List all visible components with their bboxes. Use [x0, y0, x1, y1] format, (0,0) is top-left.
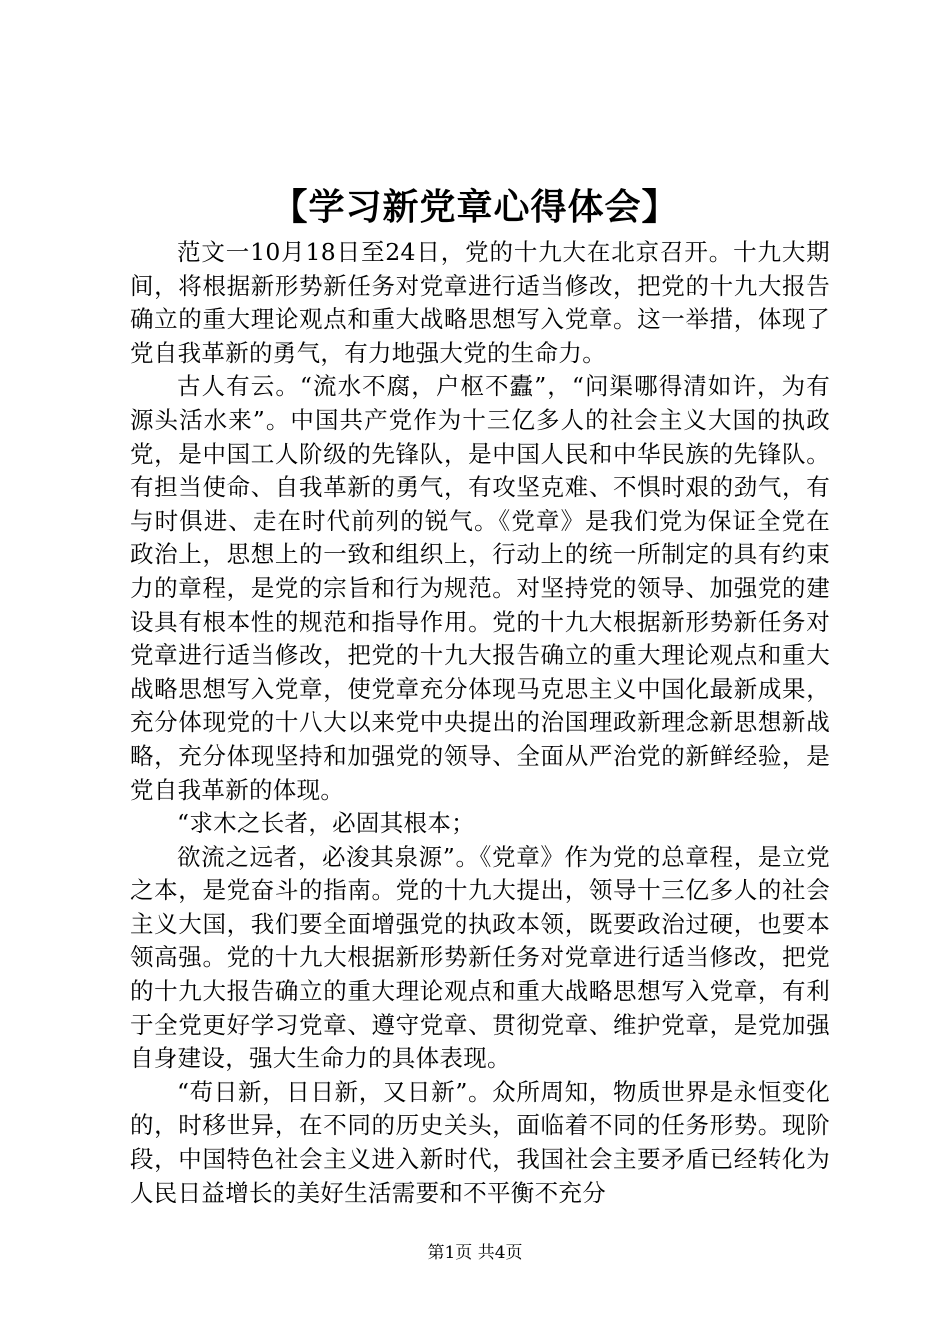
document-title: 【学习新党章心得体会】 — [271, 186, 679, 228]
paragraph-2: 古人有云。“流水不腐，户枢不蠹”，“问渠哪得清如许，为有源头活水来”。中国共产党作为十三亿多人的社会主义大国的执政党，是中国工人阶级的先锋队，是中国人民和中华民族的先锋队。有担当使命、自我革新的勇气，有攻坚克难、不惧时艰的劲气，有与时俱进、走在时代前列的锐气。《党章》是我们党为保证全党在政治上，思想上的一致和组织上，行动上的统一所制定的具有约束力的章程，是党的宗旨和行为规范。对坚持党的领导、加强党的建设具有根本性的规范和指导作用。党的十九大根据新形势新任务对党章进行适当修改，把党的十九大报告确立的重大理论观点和重大战略思想写入党章，使党章充分体现马克思主义中国化最新成果，充分体现党的十八大以来党中央提出的治国理政新理念新思想新战略，充分体现坚持和加强党的领导、全面从严治党的新鲜经验，是党自我革新的体现。 — [130, 372, 830, 804]
page-footer: 第1页 共4页 — [427, 1243, 523, 1263]
paragraph-5: “苟日新，日日新，又日新”。众所周知，物质世界是永恒变化的，时移世异，在不同的历史关头，面临着不同的任务形势。现阶段，中国特色社会主义进入新时代，我国社会主要矛盾已经转化为人民日益增长的美好生活需要和不平衡不充分 — [130, 1077, 830, 1207]
paragraph-1: 范文一10月18日至24日，党的十九大在北京召开。十九大期间，将根据新形势新任务对党章进行适当修改，把党的十九大报告确立的重大理论观点和重大战略思想写入党章。这一举措，体现了党自我革新的勇气，有力地强大党的生命力。 — [130, 238, 830, 367]
paragraph-3: “求木之长者，必固其根本； — [177, 809, 475, 838]
paragraph-4: 欲流之远者，必浚其泉源”。《党章》作为党的总章程，是立党之本，是党奋斗的指南。党的十九大提出，领导十三亿多人的社会主义大国，我们要全面增强党的执政本领，既要政治过硬，也要本领高强。党的十九大根据新形势新任务对党章进行适当修改，把党的十九大报告确立的重大理论观点和重大战略思想写入党章，有利于全党更好学习党章、遵守党章、贯彻党章、维护党章，是党加强自身建设，强大生命力的具体表现。 — [130, 842, 830, 1073]
document-body — [130, 236, 830, 1210]
